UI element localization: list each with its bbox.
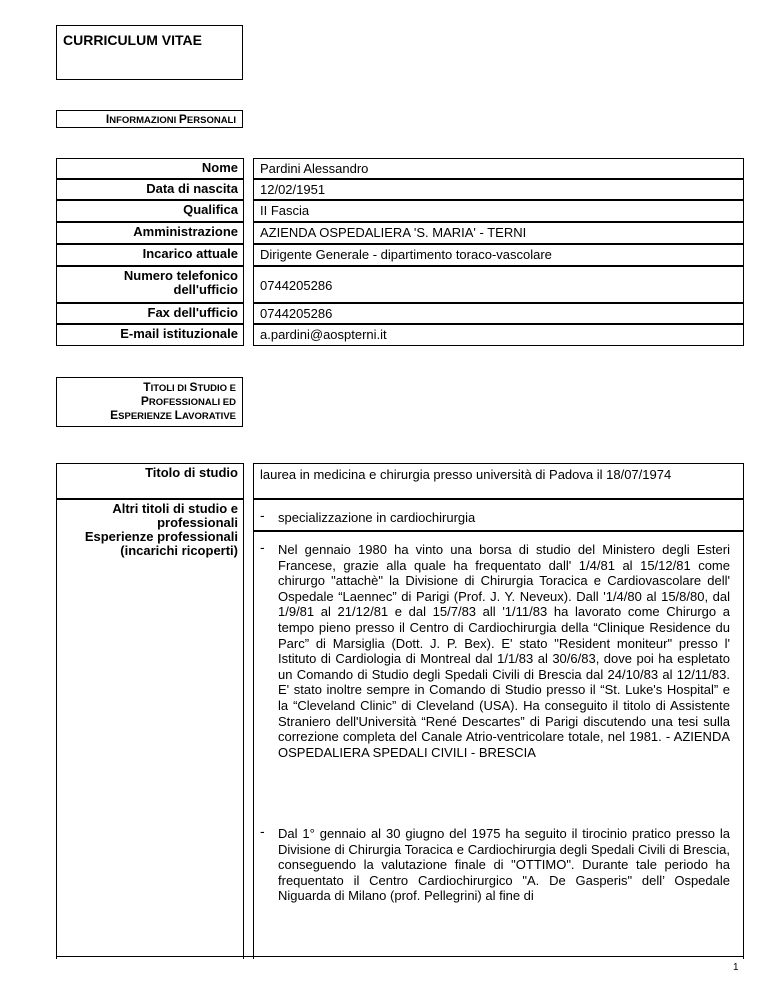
experience-value [253,531,744,959]
email-value: a.pardini@aospterni.it [253,324,744,346]
current-role-value: Dirigente Generale - dipartimento toraco-vascolare [253,244,744,266]
degree-value: laurea in medicina e chirurgia presso università di Padova il 18/07/1974 [253,463,744,499]
degree-label: Titolo di studio [56,463,244,499]
other-titles-label: Altri titoli di studio e professionali [112,501,238,530]
page-number: 1 [733,962,739,973]
experience-label: Esperienze professionali (incarichi ricoperti) [84,529,238,558]
office-phone-value: 0744205286 [253,266,744,303]
cv-title-box [56,25,243,80]
bullet-dash: - [260,823,265,839]
experience-item: Dal 1° gennaio al 30 giugno del 1975 ha seguito il tirocinio pratico presso la Divisione di Chirurgia Toracica e Cardiochirurgia degli Spedali Civili di Brescia, conseguendo la valutazione finale di "OTTIMO". Durante tale periodo ha frequentato il Centro Cardiochirurgico "A. De Gasperis" dell’ Ospedale Niguarda di Milano (prof. Pellegrini) al fine di [278,826,730,904]
other-titles-item: specializzazione in cardiochirurgia [278,510,476,525]
office-fax-value: 0744205286 [253,303,744,324]
qualification-value: II Fascia [253,200,744,222]
footer-divider [56,956,744,957]
birthdate-label: Data di nascita [56,179,244,200]
administration-value: AZIENDA OSPEDALIERA 'S. MARIA' - TERNI [253,222,744,244]
name-label: Nome [56,158,244,179]
other-titles-experience-labels [56,499,244,959]
bullet-dash: - [260,539,265,555]
education-experience-heading: TITOLI DI STUDIO E PROFESSIONALI ED ESPERIENZE LAVORATIVE [56,377,243,427]
office-phone-label: Numero telefonico dell'ufficio [56,266,244,303]
cv-title: CURRICULUM VITAE [63,32,202,48]
name-value: Pardini Alessandro [253,158,744,179]
other-titles-value [253,499,744,531]
birthdate-value: 12/02/1951 [253,179,744,200]
experience-item: Nel gennaio 1980 ha vinto una borsa di studio del Ministero degli Esteri Francese, grazie alla quale ha frequentato dall' 1/4/81 al 15/12/81 come chirurgo "attachè" la Divisione di Chirurgia Toracica e Cardiovascolare dell' Ospedale “Laennec” di Parigi (Prof. J. Y. Neveux). Dall '1/4/80 al 15/8/80, dal 1/9/81 al 21/12/81 e dal 15/7/83 all '1/11/83 ha lavorato come Chirurgo a tempo pieno presso il Centro di Cardiochirurgia della “Clinique Residence du Parc” di Marsiglia (Dott. J. P. Bex). E' stato "Resident moniteur" presso l' Istituto di Cardiologia di Montreal dal 1/1/83 al 30/6/83, dove poi ha espletato un Comando di Studio degli Spedali Civili di Brescia dal 24/10/83 al 12/11/83. E' stato inoltre sempre in Comando di Studio presso il “St. Luke's Hospital” e la “Cleveland Clinic” di Cleveland (USA). Ha conseguito il titolo di Assistente Straniero dell'Università “René Descartes” di Parigi discutendo una tesi sulla correzione completa del Canale Atrio-ventricolare totale, nel 1981. - AZIENDA OSPEDALIERA SPEDALI CIVILI - BRESCIA [278,542,730,760]
qualification-label: Qualifica [56,200,244,222]
personal-info-heading: INFORMAZIONI PERSONALI [56,110,243,128]
bullet-dash: - [260,507,265,523]
office-fax-label: Fax dell'ufficio [56,303,244,324]
email-label: E-mail istituzionale [56,324,244,346]
current-role-label: Incarico attuale [56,244,244,266]
administration-label: Amministrazione [56,222,244,244]
